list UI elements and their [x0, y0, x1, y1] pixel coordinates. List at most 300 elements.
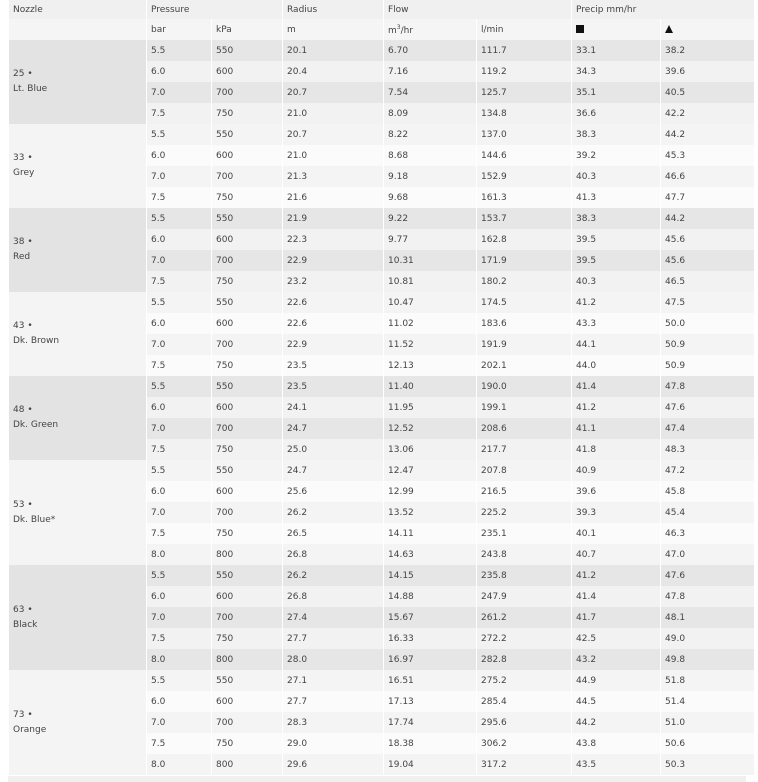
flow-m3hr-cell: 14.15 [384, 565, 476, 586]
precip-square-cell: 41.2 [572, 565, 660, 586]
bar-cell: 5.5 [147, 40, 211, 61]
precip-square-cell: 41.3 [572, 187, 660, 208]
precip-square-cell: 39.3 [572, 502, 660, 523]
precip-triangle-cell: 47.5 [661, 292, 754, 313]
precip-triangle-cell: 51.8 [661, 670, 754, 691]
kpa-cell: 700 [212, 334, 282, 355]
nozzle-number: 48 • [13, 405, 33, 415]
nozzle-color: Dk. Green [13, 420, 59, 430]
nozzle-color: Lt. Blue [13, 84, 48, 94]
precip-square-cell: 42.5 [572, 628, 660, 649]
precip-triangle-cell: 50.3 [661, 754, 754, 775]
flow-m3hr-cell: 17.13 [384, 691, 476, 712]
precip-triangle-cell: 44.2 [661, 124, 754, 145]
nozzle-number: 38 • [13, 237, 33, 247]
radius-header: Radius [283, 0, 383, 19]
bar-cell: 7.0 [147, 250, 211, 271]
square-icon [576, 25, 584, 33]
flow-m3hr-cell: 18.38 [384, 733, 476, 754]
radius-cell: 24.1 [283, 397, 383, 418]
radius-cell: 23.5 [283, 355, 383, 376]
radius-cell: 24.7 [283, 460, 383, 481]
radius-cell: 20.1 [283, 40, 383, 61]
radius-cell: 25.0 [283, 439, 383, 460]
square-spacing-header [572, 19, 660, 40]
flow-lmin-cell: 174.5 [477, 292, 571, 313]
bar-unit: bar [147, 19, 211, 40]
precip-square-cell: 38.3 [572, 124, 660, 145]
flow-m3hr-cell: 10.47 [384, 292, 476, 313]
kpa-cell: 600 [212, 229, 282, 250]
flow-lmin-cell: 275.2 [477, 670, 571, 691]
flow-m3hr-cell: 16.33 [384, 628, 476, 649]
kpa-cell: 550 [212, 460, 282, 481]
table-row [9, 565, 754, 586]
precip-triangle-cell: 44.2 [661, 208, 754, 229]
m3hr-base: m [388, 25, 397, 36]
precip-square-cell: 39.2 [572, 145, 660, 166]
kpa-cell: 600 [212, 481, 282, 502]
precip-triangle-cell: 47.2 [661, 460, 754, 481]
precip-square-cell: 39.5 [572, 229, 660, 250]
flow-m3hr-cell: 16.97 [384, 649, 476, 670]
table-row [9, 670, 754, 691]
radius-cell: 27.7 [283, 691, 383, 712]
nozzle-color: Dk. Blue* [13, 514, 56, 525]
bar-cell: 5.5 [147, 292, 211, 313]
flow-lmin-cell: 190.0 [477, 376, 571, 397]
flow-m3hr-cell: 9.77 [384, 229, 476, 250]
radius-cell: 26.5 [283, 523, 383, 544]
bar-cell: 8.0 [147, 544, 211, 565]
bar-cell: 7.5 [147, 271, 211, 292]
triangle-icon [665, 25, 673, 33]
precip-square-cell: 43.5 [572, 754, 660, 775]
precip-square-cell: 41.4 [572, 376, 660, 397]
bar-cell: 6.0 [147, 145, 211, 166]
kpa-cell: 700 [212, 607, 282, 628]
flow-m3hr-cell: 8.68 [384, 145, 476, 166]
precip-triangle-cell: 49.0 [661, 628, 754, 649]
radius-cell: 21.6 [283, 187, 383, 208]
precip-triangle-cell: 49.8 [661, 649, 754, 670]
kpa-cell: 700 [212, 250, 282, 271]
precip-triangle-cell: 51.0 [661, 712, 754, 733]
kpa-cell: 750 [212, 355, 282, 376]
precip-triangle-cell: 50.9 [661, 355, 754, 376]
precip-square-cell: 41.2 [572, 292, 660, 313]
precip-square-cell: 35.1 [572, 82, 660, 103]
flow-lmin-cell: 247.9 [477, 586, 571, 607]
nozzle-color: Black [13, 619, 38, 630]
nozzle-cell [9, 376, 146, 460]
precip-triangle-cell: 47.8 [661, 376, 754, 397]
precip-square-cell: 44.1 [572, 334, 660, 355]
flow-m3hr-cell: 15.67 [384, 607, 476, 628]
flow-m3hr-cell: 11.95 [384, 397, 476, 418]
precip-square-cell: 44.9 [572, 670, 660, 691]
precip-triangle-cell: 47.6 [661, 565, 754, 586]
flow-lmin-cell: 317.2 [477, 754, 571, 775]
kpa-cell: 700 [212, 712, 282, 733]
radius-cell: 28.0 [283, 649, 383, 670]
precip-square-cell: 41.2 [572, 397, 660, 418]
flow-m3hr-cell: 13.52 [384, 502, 476, 523]
kpa-cell: 550 [212, 40, 282, 61]
radius-cell: 22.3 [283, 229, 383, 250]
kpa-cell: 800 [212, 544, 282, 565]
flow-m3hr-cell: 9.68 [384, 187, 476, 208]
precip-square-cell: 43.2 [572, 649, 660, 670]
precip-square-cell: 40.1 [572, 523, 660, 544]
flow-lmin-cell: 119.2 [477, 61, 571, 82]
kpa-cell: 800 [212, 754, 282, 775]
kpa-cell: 550 [212, 565, 282, 586]
nozzle-number: 43 • [13, 321, 33, 331]
flow-lmin-cell: 125.7 [477, 82, 571, 103]
flow-lmin-cell: 180.2 [477, 271, 571, 292]
flow-m3hr-cell: 16.51 [384, 670, 476, 691]
flow-lmin-cell: 216.5 [477, 481, 571, 502]
flow-lmin-cell: 144.6 [477, 145, 571, 166]
flow-m3hr-cell: 6.70 [384, 40, 476, 61]
precip-triangle-cell: 47.6 [661, 397, 754, 418]
nozzle-color: Red [13, 252, 31, 262]
radius-cell: 21.0 [283, 103, 383, 124]
radius-cell: 28.3 [283, 712, 383, 733]
radius-cell: 21.9 [283, 208, 383, 229]
nozzle-color: Orange [13, 724, 47, 735]
kpa-cell: 550 [212, 292, 282, 313]
precip-triangle-cell: 45.3 [661, 145, 754, 166]
bar-cell: 7.5 [147, 103, 211, 124]
bar-cell: 7.5 [147, 628, 211, 649]
bar-cell: 7.5 [147, 355, 211, 376]
precip-square-cell: 41.7 [572, 607, 660, 628]
precip-triangle-cell: 39.6 [661, 61, 754, 82]
kpa-cell: 550 [212, 376, 282, 397]
radius-cell: 23.5 [283, 376, 383, 397]
bar-cell: 6.0 [147, 481, 211, 502]
bar-cell: 6.0 [147, 313, 211, 334]
precip-square-cell: 41.8 [572, 439, 660, 460]
lmin-unit: l/min [477, 19, 571, 40]
flow-m3hr-cell: 14.88 [384, 586, 476, 607]
precip-triangle-cell: 42.2 [661, 103, 754, 124]
kpa-cell: 750 [212, 628, 282, 649]
precip-square-cell: 40.3 [572, 271, 660, 292]
table-row [9, 460, 754, 481]
m-unit: m [283, 19, 383, 40]
radius-cell: 22.9 [283, 334, 383, 355]
precip-square-cell: 44.2 [572, 712, 660, 733]
precip-square-cell: 36.6 [572, 103, 660, 124]
kpa-cell: 750 [212, 523, 282, 544]
bar-cell: 6.0 [147, 397, 211, 418]
precip-square-cell: 40.7 [572, 544, 660, 565]
flow-m3hr-cell: 12.13 [384, 355, 476, 376]
radius-cell: 22.6 [283, 292, 383, 313]
precip-square-cell: 39.6 [572, 481, 660, 502]
radius-cell: 22.9 [283, 250, 383, 271]
kpa-cell: 550 [212, 124, 282, 145]
bar-cell: 5.5 [147, 208, 211, 229]
radius-cell: 20.4 [283, 61, 383, 82]
m3hr-unit [384, 19, 476, 40]
precip-triangle-cell: 48.3 [661, 439, 754, 460]
table-row [9, 208, 754, 229]
flow-lmin-cell: 137.0 [477, 124, 571, 145]
radius-cell: 26.2 [283, 502, 383, 523]
precip-triangle-cell: 50.0 [661, 313, 754, 334]
flow-lmin-cell: 161.3 [477, 187, 571, 208]
kpa-cell: 750 [212, 733, 282, 754]
kpa-cell: 700 [212, 502, 282, 523]
kpa-cell: 600 [212, 586, 282, 607]
precip-square-cell: 43.8 [572, 733, 660, 754]
flow-m3hr-cell: 14.63 [384, 544, 476, 565]
kpa-cell: 750 [212, 103, 282, 124]
flow-m3hr-cell: 12.52 [384, 418, 476, 439]
bar-cell: 7.0 [147, 502, 211, 523]
kpa-cell: 550 [212, 670, 282, 691]
nozzle-unit-blank [9, 19, 146, 40]
flow-lmin-cell: 111.7 [477, 40, 571, 61]
precip-square-cell: 40.3 [572, 166, 660, 187]
precip-triangle-cell: 46.6 [661, 166, 754, 187]
precip-square-cell: 41.4 [572, 586, 660, 607]
flow-m3hr-cell: 13.06 [384, 439, 476, 460]
precip-triangle-cell: 40.5 [661, 82, 754, 103]
flow-lmin-cell: 285.4 [477, 691, 571, 712]
precip-square-cell: 44.0 [572, 355, 660, 376]
nozzle-cell [9, 460, 146, 565]
kpa-cell: 700 [212, 166, 282, 187]
bar-cell: 5.5 [147, 670, 211, 691]
kpa-cell: 600 [212, 691, 282, 712]
flow-lmin-cell: 191.9 [477, 334, 571, 355]
flow-lmin-cell: 235.8 [477, 565, 571, 586]
bar-cell: 7.0 [147, 334, 211, 355]
radius-cell: 20.7 [283, 82, 383, 103]
bar-cell: 5.5 [147, 124, 211, 145]
bar-cell: 5.5 [147, 376, 211, 397]
bar-cell: 7.5 [147, 187, 211, 208]
flow-lmin-cell: 171.9 [477, 250, 571, 271]
nozzle-number: 53 • [13, 499, 33, 510]
triangle-spacing-header [661, 19, 754, 40]
kpa-cell: 700 [212, 418, 282, 439]
flow-lmin-cell: 134.8 [477, 103, 571, 124]
radius-cell: 27.7 [283, 628, 383, 649]
nozzle-color: Dk. Brown [13, 336, 60, 346]
flow-lmin-cell: 199.1 [477, 397, 571, 418]
flow-m3hr-cell: 19.04 [384, 754, 476, 775]
nozzle-performance-table-container [8, 0, 746, 782]
flow-m3hr-cell: 8.22 [384, 124, 476, 145]
kpa-cell: 600 [212, 145, 282, 166]
precip-triangle-cell: 47.4 [661, 418, 754, 439]
radius-cell: 27.4 [283, 607, 383, 628]
bar-cell: 8.0 [147, 754, 211, 775]
bar-cell: 6.0 [147, 229, 211, 250]
radius-cell: 20.7 [283, 124, 383, 145]
flow-lmin-cell: 208.6 [477, 418, 571, 439]
flow-lmin-cell: 152.9 [477, 166, 571, 187]
kpa-cell: 700 [212, 82, 282, 103]
precip-triangle-cell: 47.8 [661, 586, 754, 607]
radius-cell: 26.2 [283, 565, 383, 586]
radius-cell: 29.6 [283, 754, 383, 775]
bar-cell: 5.5 [147, 460, 211, 481]
radius-cell: 26.8 [283, 586, 383, 607]
flow-m3hr-cell: 11.52 [384, 334, 476, 355]
nozzle-header: Nozzle [9, 0, 146, 19]
flow-lmin-cell: 207.8 [477, 460, 571, 481]
bar-cell: 6.0 [147, 61, 211, 82]
flow-m3hr-cell: 10.31 [384, 250, 476, 271]
nozzle-cell [9, 208, 146, 292]
flow-m3hr-cell: 12.99 [384, 481, 476, 502]
precip-triangle-cell: 45.8 [661, 481, 754, 502]
pressure-header: Pressure [147, 0, 282, 19]
precip-square-cell: 44.5 [572, 691, 660, 712]
nozzle-performance-table [8, 0, 755, 775]
flow-lmin-cell: 225.2 [477, 502, 571, 523]
radius-cell: 24.7 [283, 418, 383, 439]
precip-square-cell: 40.9 [572, 460, 660, 481]
flow-lmin-cell: 162.8 [477, 229, 571, 250]
precip-triangle-cell: 38.2 [661, 40, 754, 61]
flow-m3hr-cell: 12.47 [384, 460, 476, 481]
flow-lmin-cell: 217.7 [477, 439, 571, 460]
precip-triangle-cell: 46.3 [661, 523, 754, 544]
flow-m3hr-cell: 11.40 [384, 376, 476, 397]
kpa-cell: 600 [212, 397, 282, 418]
table-row [9, 40, 754, 61]
bar-cell: 7.0 [147, 712, 211, 733]
flow-lmin-cell: 183.6 [477, 313, 571, 334]
flow-m3hr-cell: 8.09 [384, 103, 476, 124]
nozzle-number: 25 • [13, 69, 33, 79]
nozzle-number: 63 • [13, 604, 33, 615]
nozzle-cell [9, 40, 146, 124]
nozzle-cell [9, 124, 146, 208]
nozzle-number: 73 • [13, 709, 33, 720]
flow-m3hr-cell: 9.18 [384, 166, 476, 187]
flow-lmin-cell: 235.1 [477, 523, 571, 544]
flow-lmin-cell: 153.7 [477, 208, 571, 229]
precip-square-cell: 33.1 [572, 40, 660, 61]
bar-cell: 8.0 [147, 649, 211, 670]
bar-cell: 7.0 [147, 166, 211, 187]
precip-triangle-cell: 45.6 [661, 229, 754, 250]
table-footer-bar [8, 776, 746, 782]
table-row [9, 292, 754, 313]
flow-lmin-cell: 261.2 [477, 607, 571, 628]
precip-square-cell: 38.3 [572, 208, 660, 229]
flow-m3hr-cell: 17.74 [384, 712, 476, 733]
nozzle-number: 33 • [13, 153, 33, 163]
precip-triangle-cell: 48.1 [661, 607, 754, 628]
bar-cell: 7.0 [147, 418, 211, 439]
flow-m3hr-cell: 11.02 [384, 313, 476, 334]
header-row-top [9, 0, 754, 19]
flow-header: Flow [384, 0, 571, 19]
m3hr-sup: 3 [396, 23, 401, 31]
kpa-cell: 600 [212, 313, 282, 334]
bar-cell: 7.5 [147, 439, 211, 460]
precip-triangle-cell: 45.4 [661, 502, 754, 523]
flow-m3hr-cell: 10.81 [384, 271, 476, 292]
bar-cell: 5.5 [147, 565, 211, 586]
bar-cell: 7.5 [147, 523, 211, 544]
precip-triangle-cell: 45.6 [661, 250, 754, 271]
radius-cell: 25.6 [283, 481, 383, 502]
flow-m3hr-cell: 14.11 [384, 523, 476, 544]
radius-cell: 21.3 [283, 166, 383, 187]
precip-square-cell: 39.5 [572, 250, 660, 271]
bar-cell: 7.0 [147, 607, 211, 628]
flow-m3hr-cell: 9.22 [384, 208, 476, 229]
nozzle-cell [9, 565, 146, 670]
flow-lmin-cell: 202.1 [477, 355, 571, 376]
bar-cell: 7.0 [147, 82, 211, 103]
precip-triangle-cell: 46.5 [661, 271, 754, 292]
bar-cell: 6.0 [147, 586, 211, 607]
kpa-cell: 600 [212, 61, 282, 82]
kpa-cell: 750 [212, 439, 282, 460]
precip-square-cell: 34.3 [572, 61, 660, 82]
precip-header: Precip mm/hr [572, 0, 754, 19]
header-row-units [9, 19, 754, 40]
flow-m3hr-cell: 7.16 [384, 61, 476, 82]
kpa-unit: kPa [212, 19, 282, 40]
nozzle-cell [9, 670, 146, 775]
flow-lmin-cell: 282.8 [477, 649, 571, 670]
precip-square-cell: 41.1 [572, 418, 660, 439]
bar-cell: 7.5 [147, 733, 211, 754]
table-body [9, 40, 754, 775]
radius-cell: 29.0 [283, 733, 383, 754]
precip-triangle-cell: 47.0 [661, 544, 754, 565]
nozzle-color: Grey [13, 168, 35, 178]
table-row [9, 376, 754, 397]
precip-square-cell: 43.3 [572, 313, 660, 334]
flow-lmin-cell: 243.8 [477, 544, 571, 565]
radius-cell: 22.6 [283, 313, 383, 334]
precip-triangle-cell: 51.4 [661, 691, 754, 712]
nozzle-cell [9, 292, 146, 376]
kpa-cell: 750 [212, 271, 282, 292]
kpa-cell: 750 [212, 187, 282, 208]
flow-lmin-cell: 272.2 [477, 628, 571, 649]
precip-triangle-cell: 50.6 [661, 733, 754, 754]
m3hr-rest: /hr [400, 25, 414, 36]
radius-cell: 21.0 [283, 145, 383, 166]
precip-triangle-cell: 47.7 [661, 187, 754, 208]
flow-lmin-cell: 306.2 [477, 733, 571, 754]
kpa-cell: 550 [212, 208, 282, 229]
bar-cell: 6.0 [147, 691, 211, 712]
flow-lmin-cell: 295.6 [477, 712, 571, 733]
radius-cell: 27.1 [283, 670, 383, 691]
flow-m3hr-cell: 7.54 [384, 82, 476, 103]
radius-cell: 23.2 [283, 271, 383, 292]
table-row [9, 124, 754, 145]
kpa-cell: 800 [212, 649, 282, 670]
precip-triangle-cell: 50.9 [661, 334, 754, 355]
